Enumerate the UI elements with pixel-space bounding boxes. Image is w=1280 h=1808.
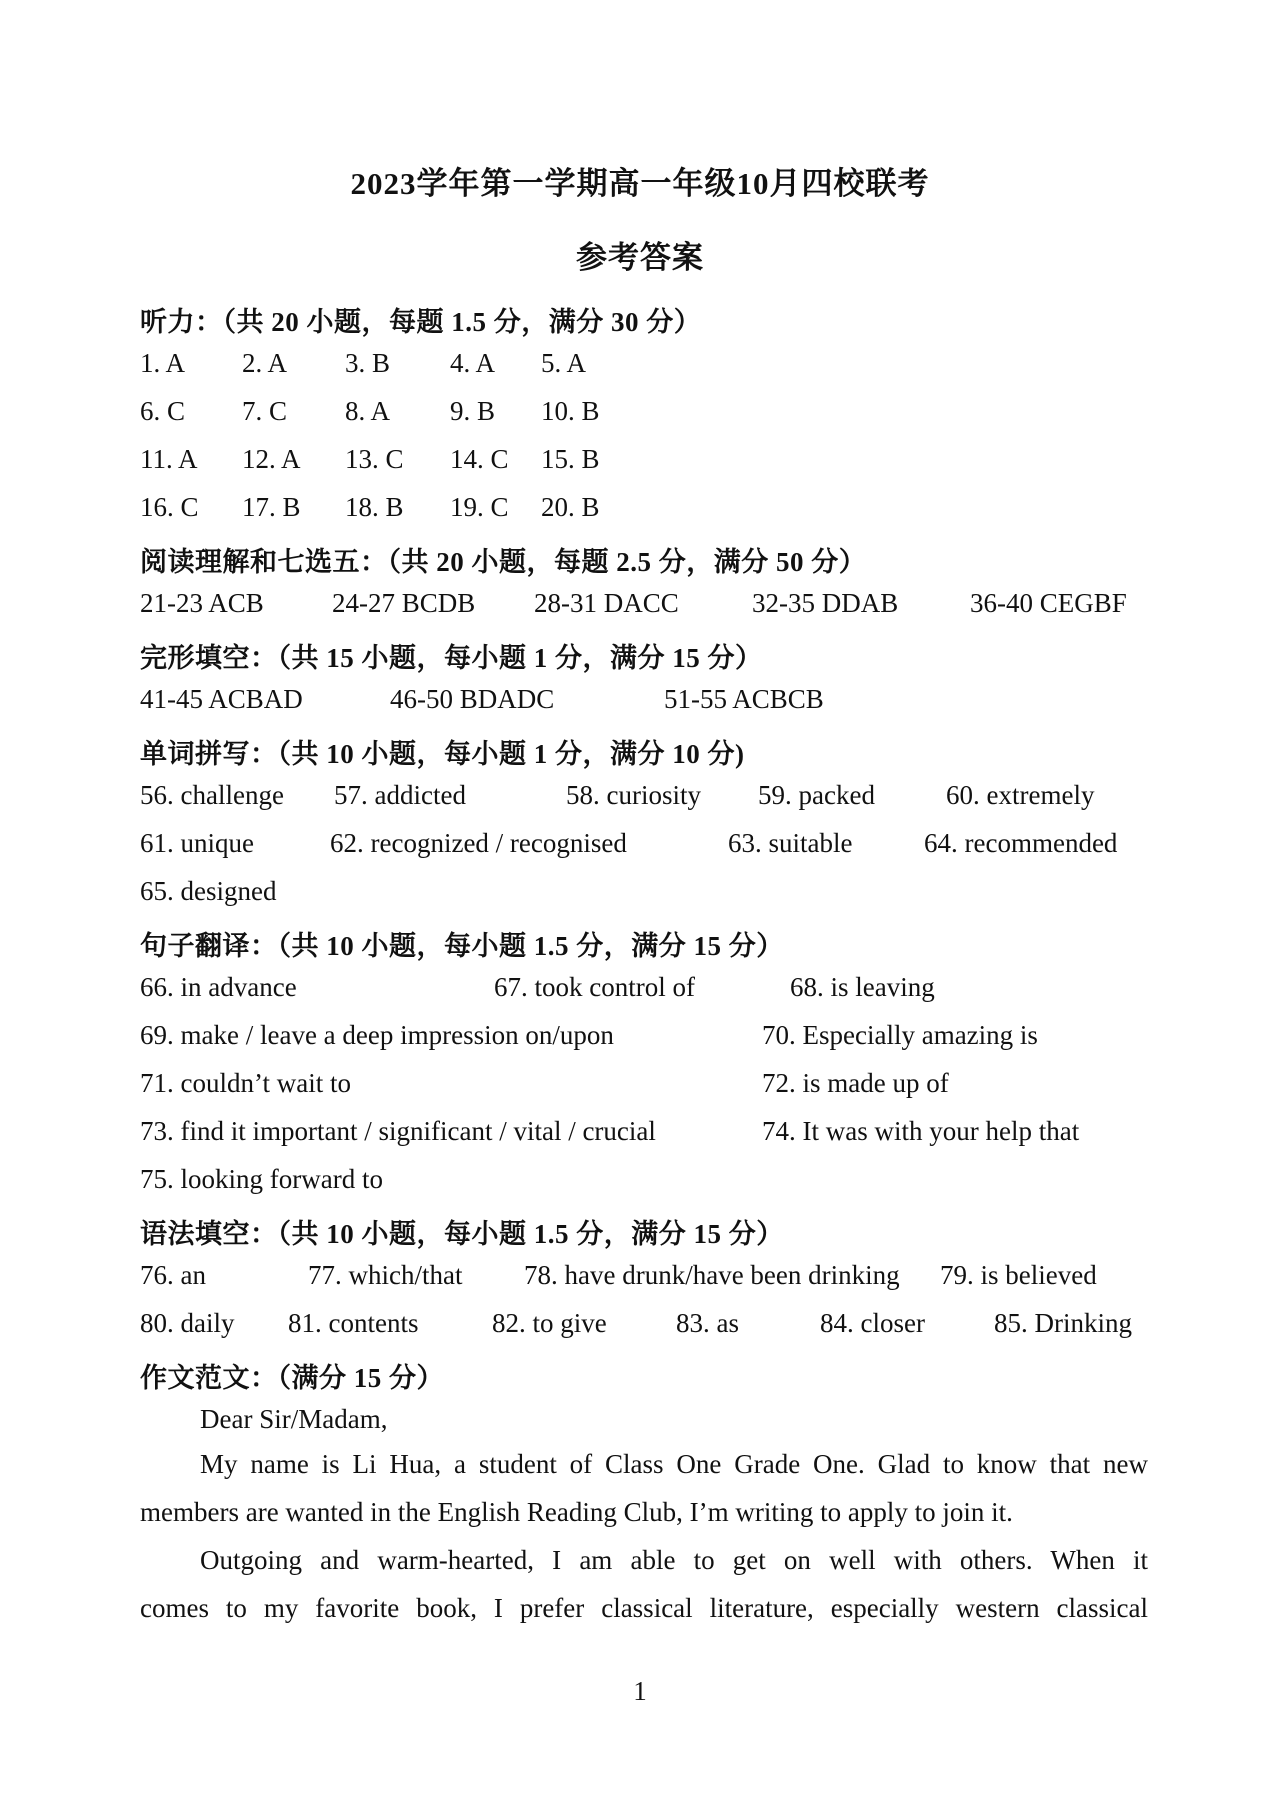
answer-cell: 13. C	[345, 444, 404, 474]
answer-cell: 19. C	[450, 492, 509, 522]
answer-cell: 2. A	[242, 348, 288, 378]
answer-cell: 62. recognized / recognised	[330, 828, 627, 858]
translation-row	[0, 1116, 1280, 1150]
translation-row	[0, 972, 1280, 1006]
essay-salutation: Dear Sir/Madam,	[200, 1404, 388, 1434]
listening-row	[0, 492, 1280, 526]
essay-paragraph-line: comes to my favorite book, I prefer classical literature, especially western classical	[140, 1593, 1148, 1623]
answer-cell: 64. recommended	[924, 828, 1118, 858]
answer-cell: 65. designed	[140, 876, 277, 906]
answer-cell: 61. unique	[140, 828, 254, 858]
answer-cell: 46-50 BDADC	[390, 684, 555, 714]
answer-cell: 36-40 CEGBF	[970, 588, 1127, 618]
answer-cell: 73. find it important / significant / vital / crucial	[140, 1116, 656, 1146]
answer-cell: 9. B	[450, 396, 496, 426]
answer-cell: 82. to give	[492, 1308, 607, 1338]
answer-cell: 20. B	[541, 492, 600, 522]
answer-cell: 21-23 ACB	[140, 588, 264, 618]
answer-cell: 12. A	[242, 444, 301, 474]
answer-cell: 78. have drunk/have been drinking	[524, 1260, 900, 1290]
answer-cell: 76. an	[140, 1260, 206, 1290]
listening-row	[0, 444, 1280, 478]
answer-cell: 1. A	[140, 348, 186, 378]
essay-paragraph-line: members are wanted in the English Reading Club, I’m writing to apply to join it.	[140, 1497, 1013, 1527]
answer-cell: 51-55 ACBCB	[664, 684, 824, 714]
spelling-row	[0, 876, 1280, 910]
answer-cell: 7. C	[242, 396, 288, 426]
answer-cell: 15. B	[541, 444, 600, 474]
answer-cell: 14. C	[450, 444, 509, 474]
translation-row	[0, 1020, 1280, 1054]
section-heading-reading: 阅读理解和七选五：（共 20 小题，每题 2.5 分，满分 50 分）	[140, 547, 867, 577]
answer-cell: 70. Especially amazing is	[762, 1020, 1038, 1050]
translation-row	[0, 1068, 1280, 1102]
section-heading-spelling: 单词拼写：（共 10 小题，每小题 1 分，满分 10 分)	[140, 739, 745, 769]
answer-cell: 56. challenge	[140, 780, 284, 810]
answer-cell: 57. addicted	[334, 780, 466, 810]
answer-cell: 16. C	[140, 492, 199, 522]
answer-cell: 68. is leaving	[790, 972, 935, 1002]
answer-cell: 4. A	[450, 348, 496, 378]
grammar-row	[0, 1260, 1280, 1294]
answer-cell: 41-45 ACBAD	[140, 684, 303, 714]
answer-cell: 24-27 BCDB	[332, 588, 476, 618]
cloze-row	[0, 684, 1280, 718]
answer-cell: 69. make / leave a deep impression on/upon	[140, 1020, 614, 1050]
page-number: 1	[633, 1676, 647, 1706]
answer-cell: 79. is believed	[940, 1260, 1097, 1290]
listening-row	[0, 348, 1280, 382]
answer-cell: 5. A	[541, 348, 587, 378]
section-heading-translation: 句子翻译：（共 10 小题，每小题 1.5 分，满分 15 分）	[140, 931, 784, 961]
answer-cell: 8. A	[345, 396, 391, 426]
answer-cell: 67. took control of	[494, 972, 695, 1002]
reading-row	[0, 588, 1280, 622]
section-heading-cloze: 完形填空：（共 15 小题，每小题 1 分，满分 15 分）	[140, 643, 763, 673]
answer-cell: 66. in advance	[140, 972, 297, 1002]
document-title: 2023学年第一学期高一年级10月四校联考	[350, 166, 930, 201]
section-heading-listening: 听力：（共 20 小题，每题 1.5 分，满分 30 分）	[140, 307, 702, 337]
grammar-row	[0, 1308, 1280, 1342]
answer-cell: 77. which/that	[308, 1260, 463, 1290]
answer-cell: 74. It was with your help that	[762, 1116, 1080, 1146]
answer-cell: 3. B	[345, 348, 391, 378]
answer-cell: 84. closer	[820, 1308, 925, 1338]
answer-cell: 11. A	[140, 444, 198, 474]
listening-row	[0, 396, 1280, 430]
answer-cell: 58. curiosity	[566, 780, 701, 810]
answer-cell: 81. contents	[288, 1308, 419, 1338]
essay-paragraph-line: Outgoing and warm-hearted, I am able to get on well with others. When it	[200, 1545, 1148, 1575]
translation-row	[0, 1164, 1280, 1198]
answer-cell: 80. daily	[140, 1308, 235, 1338]
spelling-row	[0, 828, 1280, 862]
section-heading-essay: 作文范文：（满分 15 分）	[140, 1363, 444, 1393]
essay-paragraph-line: My name is Li Hua, a student of Class One Grade One. Glad to know that new	[200, 1449, 1148, 1479]
answer-cell: 85. Drinking	[994, 1308, 1132, 1338]
answer-cell: 10. B	[541, 396, 600, 426]
spelling-row	[0, 780, 1280, 814]
answer-cell: 32-35 DDAB	[752, 588, 899, 618]
answer-cell: 6. C	[140, 396, 186, 426]
answer-cell: 18. B	[345, 492, 404, 522]
document-subtitle: 参考答案	[576, 240, 704, 275]
answer-cell: 63. suitable	[728, 828, 853, 858]
section-heading-grammar: 语法填空：（共 10 小题，每小题 1.5 分，满分 15 分）	[140, 1219, 784, 1249]
answer-cell: 72. is made up of	[762, 1068, 949, 1098]
answer-cell: 75. looking forward to	[140, 1164, 383, 1194]
answer-cell: 83. as	[676, 1308, 739, 1338]
answer-cell: 71. couldn’t wait to	[140, 1068, 351, 1098]
answer-cell: 60. extremely	[946, 780, 1095, 810]
answer-cell: 17. B	[242, 492, 301, 522]
answer-cell: 28-31 DACC	[534, 588, 679, 618]
answer-cell: 59. packed	[758, 780, 875, 810]
